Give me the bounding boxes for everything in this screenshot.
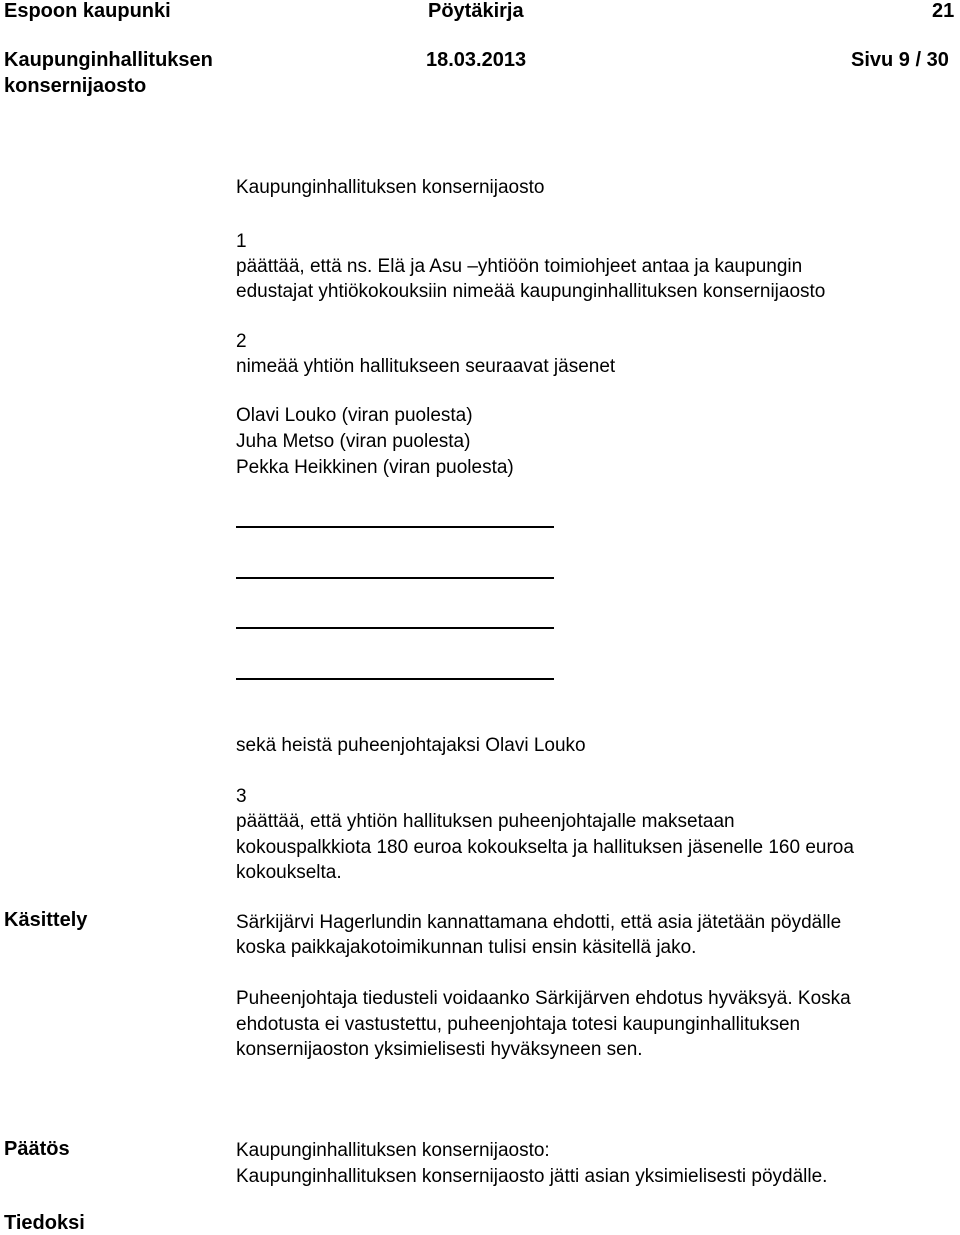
- kasittely-p2-line1: Puheenjohtaja tiedusteli voidaanko Särkijärven ehdotus hyväksyä. Koska: [236, 988, 851, 1009]
- tiedoksi-label: Tiedoksi: [4, 1212, 85, 1234]
- chair-text: sekä heistä puheenjohtajaksi Olavi Louko: [236, 735, 586, 756]
- paatos-label: Päätös: [4, 1138, 70, 1160]
- item3-line1: päättää, että yhtiön hallituksen puheenjohtajalle maksetaan: [236, 811, 735, 832]
- kasittely-label: Käsittely: [4, 909, 88, 931]
- item3-line3: kokoukselta.: [236, 862, 342, 883]
- paatos-line2: Kaupunginhallituksen konsernijaosto jätti asian yksimielisesti pöydälle.: [236, 1166, 828, 1187]
- kasittely-p1-line2: koska paikkajakotoimikunnan tulisi ensin käsitellä jako.: [236, 937, 697, 958]
- item2-text: nimeää yhtiön hallitukseen seuraavat jäsenet: [236, 356, 616, 377]
- item1-line2: edustajat yhtiökokouksiin nimeää kaupunginhallituksen konsernijaosto: [236, 281, 826, 302]
- header-date: 18.03.2013: [426, 49, 527, 71]
- item1-line1: päättää, että ns. Elä ja Asu –yhtiöön toimiohjeet antaa ja kaupungin: [236, 256, 803, 277]
- item1-number: 1: [236, 231, 247, 252]
- kasittely-p2-line2: ehdotusta ei vastustettu, puheenjohtaja totesi kaupunginhallituksen: [236, 1014, 801, 1035]
- blank-line-4: [236, 678, 554, 680]
- header-section-number: 21: [932, 0, 955, 22]
- header-page: Sivu 9 / 30: [851, 49, 949, 71]
- header-body-line2: konsernijaosto: [4, 75, 147, 97]
- blank-line-2: [236, 577, 554, 579]
- blank-line-1: [236, 526, 554, 528]
- paatos-line1: Kaupunginhallituksen konsernijaosto:: [236, 1140, 550, 1161]
- member-1: Olavi Louko (viran puolesta): [236, 405, 473, 426]
- org-name: Kaupunginhallituksen konsernijaosto: [236, 177, 545, 198]
- header-body-line1: Kaupunginhallituksen: [4, 49, 213, 71]
- blank-line-3: [236, 627, 554, 629]
- member-2: Juha Metso (viran puolesta): [236, 431, 471, 452]
- header-doc-type: Pöytäkirja: [428, 0, 524, 22]
- item3-line2: kokouspalkkiota 180 euroa kokoukselta ja hallituksen jäsenelle 160 euroa: [236, 837, 854, 858]
- kasittely-p2-line3: konsernijaoston yksimielisesti hyväksyneen sen.: [236, 1039, 643, 1060]
- kasittely-p1-line1: Särkijärvi Hagerlundin kannattamana ehdotti, että asia jätetään pöydälle: [236, 912, 842, 933]
- item3-number: 3: [236, 786, 247, 807]
- item2-number: 2: [236, 331, 247, 352]
- header-city: Espoon kaupunki: [4, 0, 171, 22]
- member-3: Pekka Heikkinen (viran puolesta): [236, 457, 514, 478]
